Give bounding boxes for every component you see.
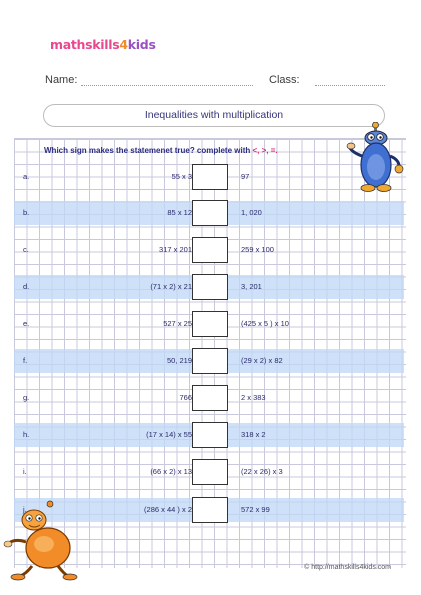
right-expression: 259 x 100 xyxy=(241,245,274,254)
problem-letter: i. xyxy=(23,467,27,476)
left-expression: 766 xyxy=(179,393,192,402)
problem-letter: h. xyxy=(23,430,30,439)
instruction xyxy=(44,146,278,155)
problem-row-g xyxy=(14,386,404,410)
answer-box[interactable] xyxy=(192,422,228,448)
answer-box[interactable] xyxy=(192,311,228,337)
problem-letter: f. xyxy=(23,356,28,365)
problem-letter: g. xyxy=(23,393,30,402)
right-expression: 2 x 383 xyxy=(241,393,266,402)
name-label: Name: xyxy=(45,74,78,86)
problem-letter: e. xyxy=(23,319,30,328)
left-expression: (66 x 2) x 13 xyxy=(150,467,192,476)
instruction-signs: <, >, =. xyxy=(252,146,278,155)
answer-box[interactable] xyxy=(192,348,228,374)
answer-box[interactable] xyxy=(192,497,228,523)
class-field[interactable] xyxy=(315,85,385,86)
problem-row-c xyxy=(14,238,404,262)
right-expression: (29 x 2) x 82 xyxy=(241,356,283,365)
left-expression: (286 x 44 ) x 2 xyxy=(144,505,192,514)
problem-letter: b. xyxy=(23,208,30,217)
left-expression: 317 x 201 xyxy=(159,245,192,254)
problem-letter: a. xyxy=(23,172,30,181)
problem-row-b xyxy=(14,201,404,225)
right-expression: 318 x 2 xyxy=(241,430,266,439)
problem-row-e xyxy=(14,312,404,336)
problem-row-i xyxy=(14,460,404,484)
worksheet-title: Inequalities with multiplication xyxy=(43,104,385,127)
class-label: Class: xyxy=(269,74,300,86)
answer-box[interactable] xyxy=(192,274,228,300)
problem-letter: j. xyxy=(23,505,27,514)
logo-part-4: 4 xyxy=(119,37,128,52)
orange-creature-mascot-icon xyxy=(2,500,82,582)
right-expression: (22 x 26) x 3 xyxy=(241,467,283,476)
right-expression: 572 x 99 xyxy=(241,505,270,514)
problem-letter: c. xyxy=(23,245,29,254)
problem-row-d xyxy=(14,275,404,299)
answer-box[interactable] xyxy=(192,237,228,263)
left-expression: 85 x 12 xyxy=(167,208,192,217)
left-expression: (17 x 14) x 55 xyxy=(146,430,192,439)
logo-part-mathskills: mathskills xyxy=(50,37,120,52)
right-expression: 97 xyxy=(241,172,250,181)
answer-box[interactable] xyxy=(192,385,228,411)
problem-row-f xyxy=(14,349,404,373)
site-logo xyxy=(50,37,156,52)
right-expression: (425 x 5 ) x 10 xyxy=(241,319,289,328)
left-expression: 50, 219 xyxy=(166,356,192,365)
logo-part-kids: kids xyxy=(127,37,156,52)
problem-letter: d. xyxy=(23,282,30,291)
left-expression: 55 x 3 xyxy=(171,172,192,181)
left-expression: (71 x 2) x 21 xyxy=(150,282,192,291)
answer-box[interactable] xyxy=(192,164,228,190)
footer-credit: © http://mathskills4kids.com xyxy=(304,564,391,571)
instruction-text: Which sign makes the statemenet true? complete with xyxy=(44,146,251,155)
answer-box[interactable] xyxy=(192,459,228,485)
left-expression: 527 x 25 xyxy=(163,319,192,328)
name-field[interactable] xyxy=(81,85,253,86)
right-expression: 1, 020 xyxy=(241,208,262,217)
problem-row-h xyxy=(14,423,404,447)
blue-robot-mascot-icon xyxy=(345,122,409,194)
right-expression: 3, 201 xyxy=(241,282,262,291)
answer-box[interactable] xyxy=(192,200,228,226)
